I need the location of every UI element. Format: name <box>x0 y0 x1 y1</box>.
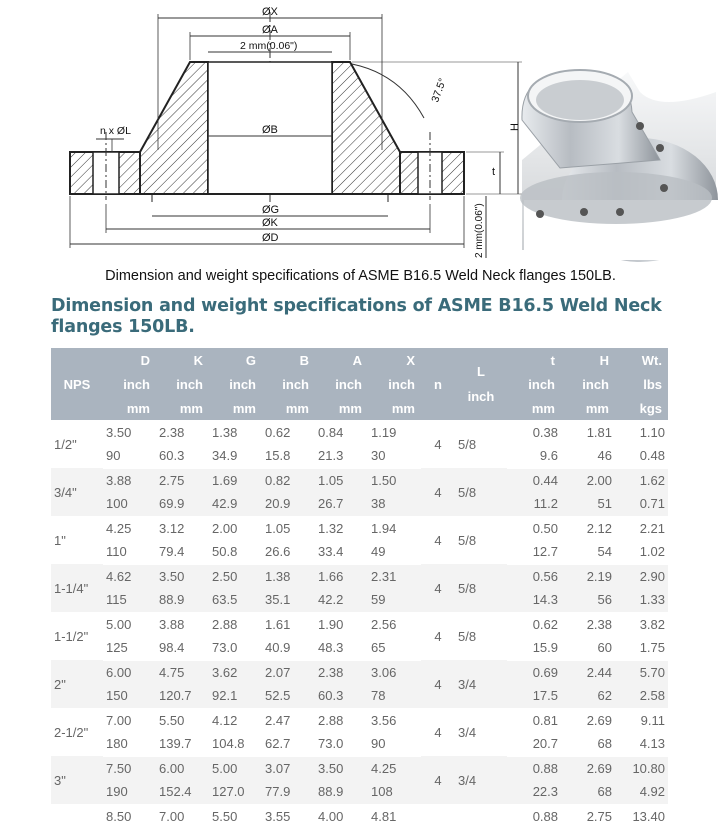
table-cell: 3.82 <box>615 612 668 636</box>
table-cell: 68 <box>561 780 615 804</box>
header-cell <box>421 396 455 420</box>
table-cell: 3.50 <box>103 420 156 444</box>
table-cell: 5.50 <box>209 804 262 827</box>
label-h: H <box>509 123 521 131</box>
header-cell: mm <box>209 396 262 420</box>
table-cell: 3.50 <box>315 756 368 780</box>
table-cell: 2.56 <box>368 612 421 636</box>
label-g: ØG <box>262 204 280 216</box>
table-row <box>51 636 668 660</box>
header-cell: G <box>209 348 262 372</box>
table-cell: 2.00 <box>209 516 262 540</box>
table-row <box>51 588 668 612</box>
table-cell: 68 <box>561 732 615 756</box>
table-cell: 2.19 <box>561 564 615 588</box>
table-cell: 3.07 <box>262 756 315 780</box>
table-cell: 3.12 <box>156 516 209 540</box>
table-cell: 60 <box>561 636 615 660</box>
table-cell: 13.40 <box>615 804 668 827</box>
table-cell: 4 <box>421 468 455 516</box>
table-cell: 5/8 <box>455 420 507 468</box>
table-cell: 4 <box>421 420 455 468</box>
table-cell: 4.25 <box>368 756 421 780</box>
header-cell: H <box>561 348 615 372</box>
table-row <box>51 492 668 516</box>
table-cell: 1.69 <box>209 468 262 492</box>
table-cell: 3" <box>51 756 103 804</box>
table-cell: 1.02 <box>615 540 668 564</box>
table-body <box>51 420 668 827</box>
table-cell: 4 <box>421 756 455 804</box>
table-cell: 90 <box>103 444 156 468</box>
table-cell: 1.94 <box>368 516 421 540</box>
table-cell: 30 <box>368 444 421 468</box>
label-k: ØK <box>262 217 278 229</box>
left-section <box>140 62 208 194</box>
table-cell: 2.31 <box>368 564 421 588</box>
flange-figure <box>0 0 721 292</box>
table-cell: 4 <box>421 564 455 612</box>
table-cell: 78 <box>368 684 421 708</box>
table-cell: 73.0 <box>315 732 368 756</box>
table-cell: 5.70 <box>615 660 668 684</box>
table-cell: 0.88 <box>507 804 561 827</box>
table-cell: 0.69 <box>507 660 561 684</box>
table-cell <box>51 804 103 827</box>
table-cell: 4 <box>421 612 455 660</box>
table-cell: 98.4 <box>156 636 209 660</box>
table-cell: 20.9 <box>262 492 315 516</box>
table-cell: 115 <box>103 588 156 612</box>
table-cell: 2.38 <box>561 612 615 636</box>
table-cell: 52.5 <box>262 684 315 708</box>
table-cell: 79.4 <box>156 540 209 564</box>
page-heading: Dimension and weight specifications of ASME B16.5 Weld Neck flanges 150LB. <box>51 296 662 337</box>
table-cell: 48.3 <box>315 636 368 660</box>
table-cell: 2-1/2" <box>51 708 103 756</box>
flange-drawing <box>0 0 721 292</box>
table-cell: 2.07 <box>262 660 315 684</box>
table-cell: 5.00 <box>209 756 262 780</box>
table-cell: 2.00 <box>561 468 615 492</box>
table-cell: 49 <box>368 540 421 564</box>
table-cell: 104.8 <box>209 732 262 756</box>
table-cell: 10.80 <box>615 756 668 780</box>
table-row <box>51 420 668 444</box>
table-cell: 62.7 <box>262 732 315 756</box>
table-cell: 4 <box>421 516 455 564</box>
table-cell: 2.69 <box>561 756 615 780</box>
table-cell: 1.50 <box>368 468 421 492</box>
table-cell: 0.38 <box>507 420 561 444</box>
header-cell: inch <box>561 372 615 396</box>
table-cell: 1.33 <box>615 588 668 612</box>
table-cell: 88.9 <box>156 588 209 612</box>
table-cell: 2.88 <box>315 708 368 732</box>
table-cell: 4.25 <box>103 516 156 540</box>
header-cell: Wt. <box>615 348 668 372</box>
table-cell: 1-1/2" <box>51 612 103 660</box>
table-cell: 65 <box>368 636 421 660</box>
table-cell: 5/8 <box>455 612 507 660</box>
label-a: ØA <box>262 24 278 36</box>
table-cell: 4.12 <box>209 708 262 732</box>
header-cell: inch <box>156 372 209 396</box>
table-cell: 5/8 <box>455 468 507 516</box>
table-cell: 8.50 <box>103 804 156 827</box>
table-cell: 60.3 <box>315 684 368 708</box>
header-cell: mm <box>315 396 368 420</box>
label-gap: 2 mm(0.06") <box>240 40 298 52</box>
table-cell: 90 <box>368 732 421 756</box>
table-cell: 152.4 <box>156 780 209 804</box>
table-cell: 4.92 <box>615 780 668 804</box>
header-cell: n <box>421 372 455 396</box>
table-cell: 3/4 <box>455 708 507 756</box>
table-row <box>51 708 668 732</box>
figure-caption: Dimension and weight specifications of ASME B16.5 Weld Neck flanges 150LB. <box>105 268 616 284</box>
table-cell: 7.00 <box>156 804 209 827</box>
table-cell: 4.00 <box>315 804 368 827</box>
table-cell: 120.7 <box>156 684 209 708</box>
table-cell: 0.56 <box>507 564 561 588</box>
table-cell: 6.00 <box>103 660 156 684</box>
table-cell: 5.00 <box>103 612 156 636</box>
table-cell: 35.1 <box>262 588 315 612</box>
table-cell: 4.62 <box>103 564 156 588</box>
table-cell: 20.7 <box>507 732 561 756</box>
table-row <box>51 516 668 540</box>
table-cell: 0.62 <box>507 612 561 636</box>
table-cell: 77.9 <box>262 780 315 804</box>
table-cell: 3/4 <box>455 756 507 804</box>
table-cell: 3.88 <box>156 612 209 636</box>
table-cell: 0.84 <box>315 420 368 444</box>
table-cell: 4.13 <box>615 732 668 756</box>
table-cell: 0.81 <box>507 708 561 732</box>
table-cell: 17.5 <box>507 684 561 708</box>
right-section <box>332 62 400 194</box>
table-row <box>51 732 668 756</box>
header-cell <box>51 348 103 372</box>
header-cell: inch <box>315 372 368 396</box>
table-row <box>51 684 668 708</box>
label-d: ØD <box>262 232 279 244</box>
table-cell: 1.90 <box>315 612 368 636</box>
table-cell: 180 <box>103 732 156 756</box>
table-cell: 3.06 <box>368 660 421 684</box>
table-cell: 139.7 <box>156 732 209 756</box>
table-cell: 21.3 <box>315 444 368 468</box>
header-row <box>51 372 668 396</box>
table-cell: 60.3 <box>156 444 209 468</box>
header-l-label: L <box>477 364 485 379</box>
table-cell: 22.3 <box>507 780 561 804</box>
header-cell: mm <box>561 396 615 420</box>
table-cell: 15.9 <box>507 636 561 660</box>
table-cell: 33.4 <box>315 540 368 564</box>
table-cell: 190 <box>103 780 156 804</box>
table-cell: 2.58 <box>615 684 668 708</box>
header-l-unit: inch <box>467 389 495 404</box>
table-cell: 3.50 <box>156 564 209 588</box>
table-row <box>51 444 668 468</box>
table-cell: 2.21 <box>615 516 668 540</box>
header-cell: lbs <box>615 372 668 396</box>
table-cell: 1.61 <box>262 612 315 636</box>
table-cell: 0.50 <box>507 516 561 540</box>
header-cell: inch <box>103 372 156 396</box>
header-cell: kgs <box>615 396 668 420</box>
label-x: ØX <box>262 6 278 18</box>
table-cell: 59 <box>368 588 421 612</box>
table-row <box>51 660 668 684</box>
table-cell: 2.88 <box>209 612 262 636</box>
table-cell: 2.44 <box>561 660 615 684</box>
table-cell: 127.0 <box>209 780 262 804</box>
table-header <box>51 348 668 420</box>
table-row <box>51 780 668 804</box>
table-cell: 5/8 <box>455 564 507 612</box>
table-cell: 42.9 <box>209 492 262 516</box>
header-cell: inch <box>209 372 262 396</box>
header-row <box>51 348 668 372</box>
header-cell: inch <box>507 372 561 396</box>
table-cell: 1.38 <box>262 564 315 588</box>
table-cell: 1.81 <box>561 420 615 444</box>
header-cell: A <box>315 348 368 372</box>
table-cell: 1.66 <box>315 564 368 588</box>
table-cell: 4 <box>421 708 455 756</box>
table-cell: 42.2 <box>315 588 368 612</box>
table-cell: 54 <box>561 540 615 564</box>
table-cell: 1.05 <box>315 468 368 492</box>
table-cell: 0.88 <box>507 756 561 780</box>
table-cell: 15.8 <box>262 444 315 468</box>
table-row <box>51 804 668 827</box>
table-cell: 125 <box>103 636 156 660</box>
header-cell: B <box>262 348 315 372</box>
table-cell: 3.55 <box>262 804 315 827</box>
table-cell: 38 <box>368 492 421 516</box>
table-cell: 2.90 <box>615 564 668 588</box>
table-cell: 2.38 <box>315 660 368 684</box>
table-cell: 5/8 <box>455 516 507 564</box>
table-cell: 2.69 <box>561 708 615 732</box>
spec-table <box>51 348 668 827</box>
header-cell <box>421 348 455 372</box>
table-cell: 110 <box>103 540 156 564</box>
table-cell: 34.9 <box>209 444 262 468</box>
flange-photo <box>520 70 720 262</box>
header-cell: NPS <box>51 372 103 396</box>
table-cell: 1.75 <box>615 636 668 660</box>
table-cell: 4.75 <box>156 660 209 684</box>
table-cell: 0.71 <box>615 492 668 516</box>
table-cell: 150 <box>103 684 156 708</box>
label-t: t <box>492 166 496 178</box>
table-row <box>51 756 668 780</box>
label-gap-vertical: 2 mm(0.06") <box>474 203 485 258</box>
table-cell: 12.7 <box>507 540 561 564</box>
header-row <box>51 396 668 420</box>
table-row <box>51 468 668 492</box>
table-cell: 0.44 <box>507 468 561 492</box>
table-cell: 1.10 <box>615 420 668 444</box>
table-cell: 92.1 <box>209 684 262 708</box>
table-cell: 73.0 <box>209 636 262 660</box>
table-cell <box>455 804 507 827</box>
table-row <box>51 564 668 588</box>
table-cell: 3.88 <box>103 468 156 492</box>
table-cell: 4 <box>421 660 455 708</box>
table-cell: 2.50 <box>209 564 262 588</box>
header-cell: inch <box>262 372 315 396</box>
table-cell: 9.6 <box>507 444 561 468</box>
table-cell: 4.81 <box>368 804 421 827</box>
table-cell: 9.11 <box>615 708 668 732</box>
table-cell: 7.50 <box>103 756 156 780</box>
table-cell: 0.82 <box>262 468 315 492</box>
table-row <box>51 612 668 636</box>
header-cell <box>51 396 103 420</box>
table-cell: 1.38 <box>209 420 262 444</box>
table-cell: 14.3 <box>507 588 561 612</box>
label-b: ØB <box>262 124 278 136</box>
table-cell: 46 <box>561 444 615 468</box>
table-cell: 50.8 <box>209 540 262 564</box>
table-cell: 2.12 <box>561 516 615 540</box>
header-cell: mm <box>103 396 156 420</box>
table-row <box>51 540 668 564</box>
table-cell: 3/4" <box>51 468 103 516</box>
table-cell: 1" <box>51 516 103 564</box>
header-cell-l <box>455 348 507 420</box>
table-cell <box>421 804 455 827</box>
table-cell: 1.32 <box>315 516 368 540</box>
table-cell: 11.2 <box>507 492 561 516</box>
header-cell: D <box>103 348 156 372</box>
table-cell: 2.75 <box>561 804 615 827</box>
table-cell: 63.5 <box>209 588 262 612</box>
table-cell: 2.38 <box>156 420 209 444</box>
header-cell: K <box>156 348 209 372</box>
header-cell: X <box>368 348 421 372</box>
label-holes: n x ØL <box>100 125 131 137</box>
table-cell: 1.62 <box>615 468 668 492</box>
table-cell: 40.9 <box>262 636 315 660</box>
table-cell: 62 <box>561 684 615 708</box>
table-cell: 1/2" <box>51 420 103 468</box>
table-cell: 100 <box>103 492 156 516</box>
table-cell: 56 <box>561 588 615 612</box>
header-cell: mm <box>368 396 421 420</box>
header-cell: mm <box>156 396 209 420</box>
table-cell: 26.6 <box>262 540 315 564</box>
label-angle: 37.5° <box>429 76 449 105</box>
table-cell: 1-1/4" <box>51 564 103 612</box>
table-cell: 7.00 <box>103 708 156 732</box>
header-cell: mm <box>262 396 315 420</box>
table-cell: 88.9 <box>315 780 368 804</box>
header-cell: mm <box>507 396 561 420</box>
table-cell: 1.19 <box>368 420 421 444</box>
table-cell: 0.62 <box>262 420 315 444</box>
table-cell: 3.62 <box>209 660 262 684</box>
table-cell: 2.47 <box>262 708 315 732</box>
table-cell: 108 <box>368 780 421 804</box>
table-cell: 3.56 <box>368 708 421 732</box>
header-cell: inch <box>368 372 421 396</box>
table-cell: 1.05 <box>262 516 315 540</box>
header-cell: t <box>507 348 561 372</box>
table-cell: 2.75 <box>156 468 209 492</box>
table-cell: 6.00 <box>156 756 209 780</box>
table-cell: 5.50 <box>156 708 209 732</box>
table-cell: 0.48 <box>615 444 668 468</box>
table-cell: 2" <box>51 660 103 708</box>
table-cell: 51 <box>561 492 615 516</box>
table-cell: 3/4 <box>455 660 507 708</box>
table-cell: 69.9 <box>156 492 209 516</box>
table-cell: 26.7 <box>315 492 368 516</box>
